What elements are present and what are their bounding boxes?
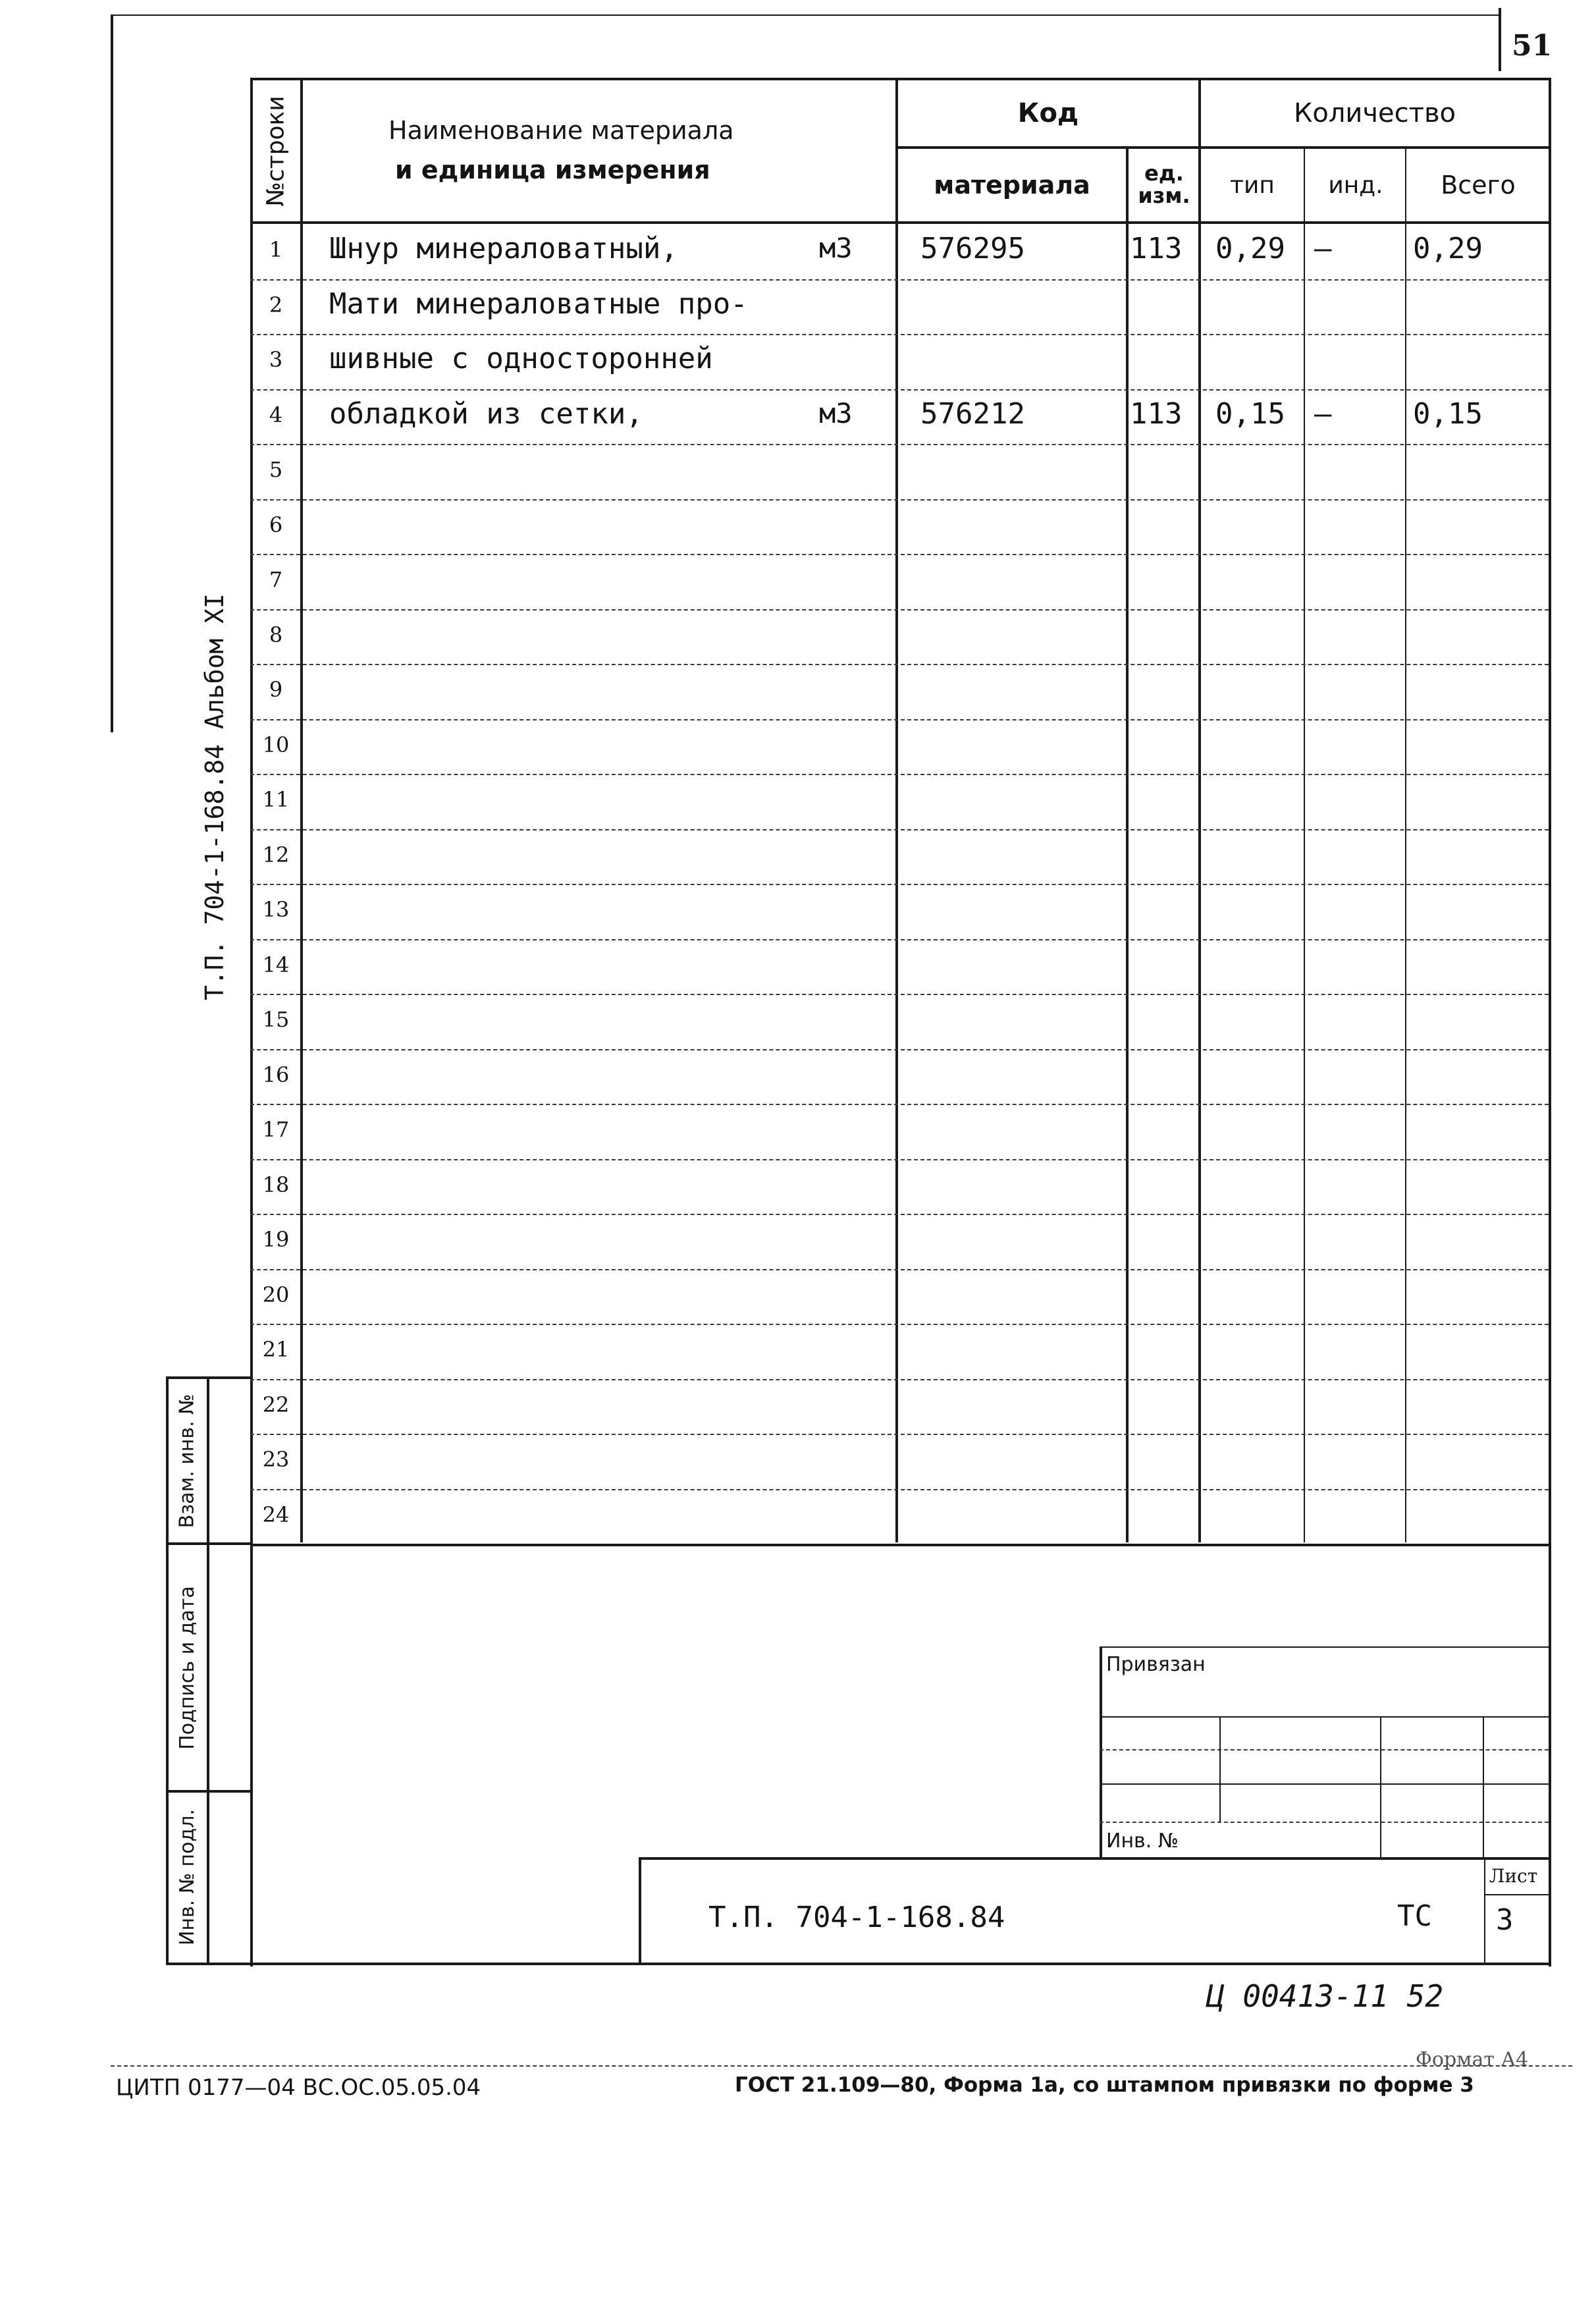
left-stamp-inv-podl: Инв. № подл. [175, 1808, 199, 1945]
header-code-material: материала [934, 171, 1090, 200]
header-bottom-line [250, 221, 1549, 224]
row-separator [250, 1324, 1549, 1325]
cell-row-number: 16 [262, 1062, 290, 1087]
sheet-label: Лист [1489, 1865, 1538, 1887]
row-separator [250, 994, 1549, 995]
col-divider-unit [1126, 146, 1129, 1542]
cell-material-code: 576212 [920, 396, 1025, 431]
side-label: Т.П. 704-1-168.84 Альбом XI [200, 593, 229, 1000]
title-block-sheet-line [1484, 1894, 1549, 1895]
row-separator [250, 829, 1549, 830]
cell-row-number: 1 [269, 237, 283, 262]
footer-left: ЦИТП 0177—04 ВС.ОС.05.05.04 [116, 2074, 481, 2101]
row-separator [250, 609, 1549, 610]
header-name-line1: Наименование материала [388, 116, 734, 145]
header-qty-type: тип [1230, 171, 1275, 199]
header-row-no: №строки [262, 95, 290, 207]
page-left-border [111, 14, 113, 732]
cell-row-number: 18 [262, 1172, 290, 1197]
cell-row-number: 24 [262, 1502, 290, 1527]
header-qty-total: Всего [1441, 171, 1516, 200]
cell-name: обладкой из сетки, [329, 396, 643, 431]
header-qty-ind: инд. [1328, 171, 1383, 199]
cell-qty-ind: – [1314, 396, 1332, 431]
cell-qty-total: 0,15 [1413, 396, 1483, 431]
row-separator [250, 444, 1549, 445]
header-name-line2: и единица измерения [395, 155, 710, 184]
left-stamp-podpis: Подпись и дата [175, 1585, 199, 1750]
left-stamp-inner [207, 1376, 209, 1964]
cell-unit: м3 [819, 396, 853, 429]
cell-row-number: 15 [262, 1007, 290, 1032]
cell-qty-total: 0,29 [1413, 232, 1483, 265]
cell-name: шивные с односторонней [329, 342, 713, 375]
title-block-left [639, 1857, 641, 1965]
privyazan-col3 [1483, 1716, 1484, 1857]
privyazan-label: Привязан [1106, 1653, 1206, 1676]
row-separator [250, 1049, 1549, 1050]
row-separator [250, 1434, 1549, 1435]
row-separator [250, 389, 1549, 391]
cell-qty-type: 0,15 [1215, 396, 1285, 431]
privyazan-col2 [1380, 1716, 1381, 1857]
archive-number: Ц 00413-11 52 [1206, 1978, 1444, 2014]
cell-row-number: 2 [269, 292, 283, 317]
cell-row-number: 6 [269, 512, 283, 537]
col-divider-qty [1198, 78, 1201, 1542]
cell-row-number: 3 [269, 347, 283, 372]
row-separator [250, 719, 1549, 720]
doc-mark: ТС [1397, 1899, 1432, 1933]
row-separator [250, 1214, 1549, 1215]
left-stamp-vzam: Взам. инв. № [175, 1394, 199, 1528]
cell-row-number: 17 [262, 1117, 290, 1142]
table-right-border [1549, 78, 1551, 1966]
col-divider-typ [1304, 146, 1305, 1542]
privyazan-line3 [1100, 1783, 1549, 1785]
row-separator [250, 1104, 1549, 1105]
cell-row-number: 8 [269, 622, 283, 647]
cell-row-number: 23 [262, 1447, 290, 1472]
row-separator [250, 774, 1549, 775]
doc-code: Т.П. 704-1-168.84 [708, 1901, 1005, 1934]
footer-rule [111, 2065, 1572, 2067]
title-block-sheet-divider [1484, 1857, 1485, 1965]
header-code-unit: ед. изм. [1138, 161, 1190, 208]
cell-qty-ind: – [1314, 232, 1332, 265]
privyazan-top [1100, 1646, 1549, 1648]
cell-row-number: 20 [262, 1282, 290, 1307]
sheet-number: 3 [1496, 1903, 1514, 1937]
format-label: Формат А4 [1416, 2048, 1529, 2071]
cell-row-number: 4 [269, 402, 283, 427]
cell-row-number: 19 [262, 1227, 290, 1252]
cell-row-number: 13 [262, 897, 290, 922]
page-top-border [111, 14, 1500, 16]
page-number: 51 [1512, 29, 1553, 63]
cell-row-number: 7 [269, 567, 283, 592]
row-separator [250, 1159, 1549, 1160]
footer-right: ГОСТ 21.109—80, Форма 1а, со штампом привязки по форме 3 [735, 2073, 1474, 2097]
title-block-top [639, 1857, 1549, 1860]
col-divider-rowno [300, 78, 303, 1542]
cell-unit-code: 113 [1130, 232, 1183, 265]
cell-row-number: 14 [262, 952, 290, 977]
cell-row-number: 10 [262, 732, 290, 757]
row-separator [250, 279, 1549, 281]
privyazan-line4 [1100, 1822, 1549, 1823]
privyazan-line1 [1100, 1716, 1549, 1718]
privyazan-left [1100, 1646, 1102, 1857]
row-separator [250, 1544, 1549, 1546]
col-divider-name [895, 78, 898, 1542]
header-quantity: Количество [1293, 98, 1456, 128]
row-separator [250, 554, 1549, 555]
row-separator [250, 334, 1549, 335]
privyazan-col1 [1219, 1716, 1221, 1822]
cell-row-number: 9 [269, 677, 283, 702]
header-code: Код [1017, 98, 1079, 128]
cell-qty-type: 0,29 [1215, 232, 1285, 265]
privyazan-line2 [1100, 1749, 1549, 1750]
row-separator [250, 1379, 1549, 1380]
cell-row-number: 11 [262, 787, 290, 812]
col-divider-ind [1405, 146, 1406, 1542]
cell-material-code: 576295 [920, 232, 1025, 265]
cell-row-number: 12 [262, 842, 290, 867]
cell-row-number: 22 [262, 1392, 290, 1417]
row-separator [250, 1269, 1549, 1270]
inv-no-label: Инв. № [1106, 1830, 1179, 1853]
cell-row-number: 21 [262, 1337, 290, 1362]
row-separator [250, 884, 1549, 885]
cell-unit-code: 113 [1130, 396, 1183, 431]
cell-name: Мати минераловатные про- [329, 286, 748, 321]
cell-name: Шнур минераловатный, [329, 232, 678, 265]
row-separator [250, 664, 1549, 665]
row-separator [250, 499, 1549, 501]
row-separator [250, 939, 1549, 940]
page-number-divider [1499, 8, 1501, 71]
table-bottom-border [166, 1963, 1551, 1965]
row-separator [250, 1489, 1549, 1490]
cell-row-number: 5 [269, 457, 283, 482]
cell-unit: м3 [819, 232, 853, 264]
